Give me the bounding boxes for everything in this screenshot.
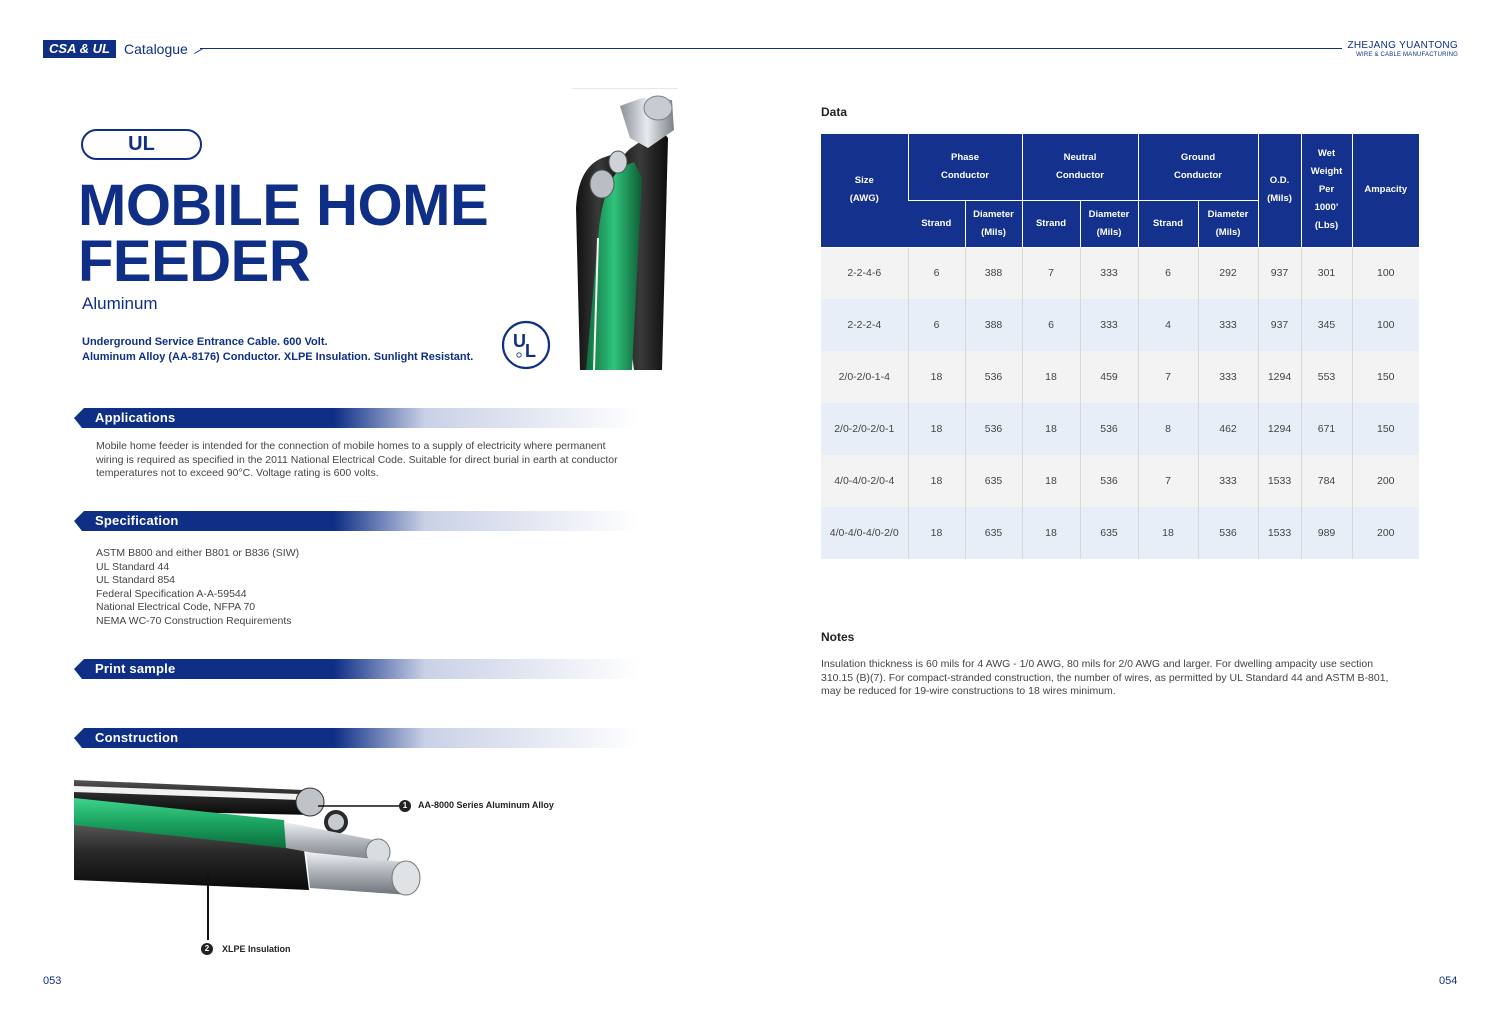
table-cell: 7 [1138,455,1198,507]
table-row [821,403,1419,455]
table-cell: 7 [1138,351,1198,403]
table-cell: 536 [1080,455,1138,507]
table-cell: 6 [908,247,965,299]
col-header-size [821,134,908,247]
table-cell: 18 [1022,403,1080,455]
header-text: Size [854,175,874,187]
table-cell: 150 [1352,351,1419,403]
data-table [821,134,1419,559]
table-row [821,299,1419,351]
header-text: (Mils) [1096,226,1122,238]
table-cell: 345 [1301,299,1352,351]
table-cell: 6 [908,299,965,351]
table-cell: 6 [1022,299,1080,351]
table-cell: 100 [1352,247,1419,299]
tagline-line1: Underground Service Entrance Cable. 600 Volt. [82,336,328,348]
ul-certification-icon [501,320,551,370]
header-text: Phase [951,151,979,163]
table-cell: 8 [1138,403,1198,455]
table-cell: 2/0-2/0-2/0-1 [821,403,908,455]
table-cell: 333 [1080,247,1138,299]
table-cell: 6 [1138,247,1198,299]
col-header-ampacity: Ampacity [1352,134,1419,247]
table-row [821,507,1419,559]
page-number-right: 054 [1439,975,1458,987]
col-header-phase-diameter [965,200,1022,247]
header-text: Per [1318,184,1335,196]
table-cell: 388 [965,247,1022,299]
header-text: (Lbs) [1314,220,1339,232]
svg-text:U: U [513,331,526,351]
table-cell: 4/0-4/0-4/0-2/0 [821,507,908,559]
header-text: Diameter [1207,208,1249,220]
table-cell: 4 [1138,299,1198,351]
table-cell: 200 [1352,507,1419,559]
col-header-phase [908,134,1022,200]
spec-item: ASTM B800 and either B801 or B836 (SIW) [96,547,300,559]
specification-heading: Specification [95,513,179,528]
table-cell: 18 [1022,455,1080,507]
table-cell: 18 [1138,507,1198,559]
header-text: 1000’ [1314,202,1339,214]
table-cell: 937 [1258,299,1301,351]
table-cell: 536 [965,351,1022,403]
catalogue-badge: CSA & UL [43,40,116,58]
table-cell: 635 [1080,507,1138,559]
spec-item: UL Standard 854 [96,574,176,587]
col-header-neutral-diameter [1080,200,1138,247]
table-cell: 292 [1198,247,1258,299]
col-header-ground-diameter [1198,200,1258,247]
page-title-line1: MOBILE HOME [78,173,489,238]
specification-section-bar [74,511,640,531]
spec-item: UL Standard 44 [96,560,170,573]
applications-line: temperatures not to exceed 90°C. Voltage rating is 600 volts. [96,467,379,480]
header-text: (AWG) [849,193,879,205]
table-cell: 388 [965,299,1022,351]
cable-construction-icon [74,770,434,910]
applications-text [96,440,618,481]
callout-number: 2 [201,943,213,955]
table-cell: 2/0-2/0-1-4 [821,351,908,403]
applications-heading: Applications [95,410,176,425]
table-cell: 7 [1022,247,1080,299]
table-cell: 18 [1022,351,1080,403]
callout-aluminum-alloy: AA-8000 Series Aluminum Alloy [418,800,554,810]
page-title [78,173,489,294]
col-header-ground [1138,134,1258,200]
table-cell: 1294 [1258,351,1301,403]
table-cell: 333 [1080,299,1138,351]
table-cell: 4/0-4/0-2/0-4 [821,455,908,507]
construction-section-bar [74,728,640,748]
header-text: (Mils) [1215,226,1241,238]
company-name-line1: ZHEJANG YUANTONG [1347,40,1458,51]
table-cell: 18 [908,351,965,403]
header-text: Conductor [1055,169,1105,181]
col-header-ground-strand: Strand [1138,200,1198,247]
col-header-wet-weight [1301,134,1352,247]
callout-leader-line [207,880,209,940]
table-cell: 553 [1301,351,1352,403]
table-cell: 635 [965,455,1022,507]
table-cell: 937 [1258,247,1301,299]
print-sample-heading: Print sample [95,661,176,676]
tagline-line2: Aluminum Alloy (AA-8176) Conductor. XLPE Insulation. Sunlight Resistant. [82,351,474,363]
table-cell: 100 [1352,299,1419,351]
table-cell: 1294 [1258,403,1301,455]
header-text: Conductor [940,169,990,181]
col-header-neutral [1022,134,1138,200]
header-text: Diameter [1088,208,1130,220]
page-number-left: 053 [43,975,62,987]
company-name [1347,40,1458,59]
table-cell: 784 [1301,455,1352,507]
table-row [821,247,1419,299]
table-cell: 635 [965,507,1022,559]
header-text: Conductor [1173,169,1223,181]
applications-section-bar [74,408,640,428]
specification-list [96,547,299,629]
notes-line: Insulation thickness is 60 mils for 4 AWG - 1/0 AWG, 80 mils for 2/0 AWG and larger. For dwelling ampacity use section [821,658,1374,670]
table-cell: 1533 [1258,455,1301,507]
col-header-od [1258,134,1301,247]
table-cell: 2-2-4-6 [821,247,908,299]
callout-xlpe-insulation: XLPE Insulation [222,944,291,954]
construction-heading: Construction [95,730,179,745]
data-heading: Data [821,105,848,119]
svg-text:L: L [525,341,536,361]
header-text: (Mils) [981,226,1006,238]
table-cell: 2-2-2-4 [821,299,908,351]
page-title-line2: FEEDER [78,229,311,294]
table-cell: 200 [1352,455,1419,507]
applications-line: wiring is required as specified in the 2011 National Electrical Code. Suitable for direct burial in earth at conductor [96,453,618,466]
table-row [821,351,1419,403]
table-cell: 536 [1080,403,1138,455]
table-cell: 18 [908,507,965,559]
header-text: O.D. [1269,175,1290,187]
table-cell: 1533 [1258,507,1301,559]
table-cell: 18 [908,455,965,507]
header-text: Weight [1310,166,1343,178]
cable-product-icon [572,88,678,370]
notes-heading: Notes [821,630,855,644]
table-cell: 301 [1301,247,1352,299]
header-text: Ground [1180,151,1216,163]
notes-text [821,658,1419,699]
notes-line: 310.15 (B)(7). For compact-stranded construction, the number of wires, as permitted by UL Standard 44 and ASTM B-801, [821,671,1389,684]
catalogue-label: Catalogue [124,41,188,57]
product-tagline [82,335,473,365]
company-name-line2: WIRE & CABLE MANUFACTURING [1356,52,1458,58]
table-cell: 459 [1080,351,1138,403]
table-cell: 150 [1352,403,1419,455]
table-cell: 536 [1198,507,1258,559]
table-cell: 18 [908,403,965,455]
table-cell: 333 [1198,455,1258,507]
header-text: Neutral [1063,151,1097,163]
callout-number: 1 [399,800,411,812]
col-header-phase-strand: Strand [908,200,965,247]
table-cell: 333 [1198,299,1258,351]
table-cell: 18 [1022,507,1080,559]
header-text: (Mils) [1267,193,1292,205]
spec-item: Federal Specification A-A-59544 [96,587,247,600]
table-cell: 671 [1301,403,1352,455]
print-sample-section-bar [74,659,640,679]
spec-item: NEMA WC-70 Construction Requirements [96,614,292,627]
ul-pill: UL [81,129,202,160]
header-text: Wet [1317,148,1336,160]
table-cell: 333 [1198,351,1258,403]
table-row [821,455,1419,507]
applications-line: Mobile home feeder is intended for the connection of mobile homes to a supply of electricity where permanent [96,440,606,452]
notes-line: may be reduced for 19-wire constructions to 18 wires minimum. [821,685,1116,698]
table-cell: 989 [1301,507,1352,559]
header-rule [200,48,1342,49]
spec-item: National Electrical Code, NFPA 70 [96,601,256,614]
table-cell: 462 [1198,403,1258,455]
page-subtitle: Aluminum [82,294,158,313]
col-header-neutral-strand: Strand [1022,200,1080,247]
header-text: Diameter [973,208,1014,220]
table-cell: 536 [965,403,1022,455]
